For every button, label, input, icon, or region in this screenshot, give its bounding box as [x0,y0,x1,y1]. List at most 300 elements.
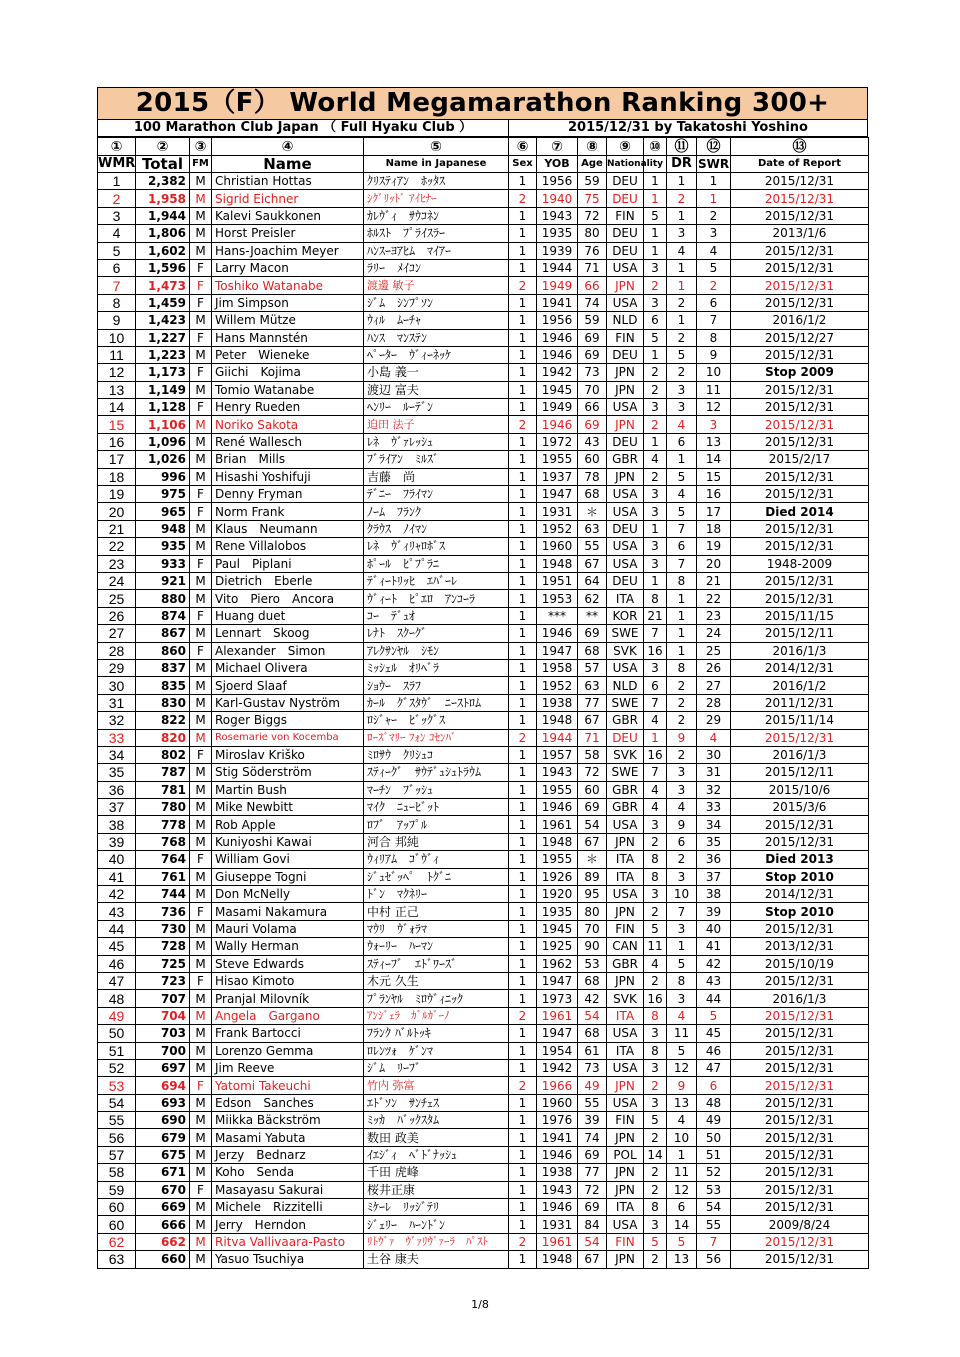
table-row [98,781,869,798]
date-of-report-cell: 2015/11/15 [731,607,869,624]
yob-cell: 1931 [537,1216,578,1233]
dr-cell: 7 [667,555,697,572]
fm-cell: M [190,433,212,450]
total-cell: 1,106 [136,416,190,433]
fm-cell: F [190,294,212,311]
dr-cell: 11 [667,1164,697,1181]
age-cell: ＊ [578,503,607,520]
rank-cell: 19 [98,486,136,503]
age-cell: 66 [578,277,607,294]
table-row [98,746,869,763]
age-cell: 71 [578,729,607,746]
swr-cell: 27 [697,677,731,694]
yob-cell: 1948 [537,1251,578,1268]
yob-cell: 1946 [537,329,578,346]
col10-cell: 6 [644,312,667,329]
rank-cell: 2 [98,190,136,207]
age-cell: 49 [578,1077,607,1094]
table-row [98,1233,869,1250]
total-cell: 880 [136,590,190,607]
sex-cell: 1 [509,468,537,485]
date-of-report-cell: 2015/12/31 [731,399,869,416]
header-row [98,156,869,173]
col10-cell: 16 [644,642,667,659]
nationality-cell: ITA [607,868,644,885]
dr-cell: 5 [667,503,697,520]
header-wmr: WMR [98,156,136,171]
japanese-name-cell: ﾌﾗﾝｸ ﾊﾞﾙﾄｯｷ [364,1025,509,1042]
nationality-cell: DEU [607,190,644,207]
col10-cell: 3 [644,259,667,276]
rank-cell: 63 [98,1251,136,1268]
col10-cell: 14 [644,1146,667,1163]
swr-cell: 16 [697,486,731,503]
date-of-report-cell: 2015/12/31 [731,920,869,937]
age-cell: 54 [578,1233,607,1250]
total-cell: 690 [136,1112,190,1129]
col10-cell: 16 [644,990,667,1007]
col10-cell: 2 [644,1181,667,1198]
age-cell: 62 [578,590,607,607]
fm-cell: M [190,1146,212,1163]
fm-cell: M [190,694,212,711]
age-cell: 59 [578,312,607,329]
rank-cell: 60 [98,1216,136,1233]
dr-cell: 1 [667,277,697,294]
nationality-cell: JPN [607,1181,644,1198]
dr-cell: 2 [667,364,697,381]
nationality-cell: DEU [607,173,644,190]
yob-cell: 1960 [537,538,578,555]
name-cell: Noriko Sakota [212,416,364,433]
date-of-report-cell: 2015/12/27 [731,329,869,346]
header-dr: DR [667,156,697,173]
rank-cell: 11 [98,346,136,363]
japanese-name-cell: 河合 邦純 [364,833,509,850]
japanese-name-cell: ﾛﾚﾝﾂｫ ｹﾞﾝﾏ [364,1042,509,1059]
ranking-rows [98,173,869,1269]
date-of-report-cell: 2015/12/31 [731,1164,869,1181]
dr-cell: 3 [667,920,697,937]
rank-cell: 13 [98,381,136,398]
column-number-row [98,138,869,156]
rank-cell: 40 [98,851,136,868]
fm-cell: M [190,1199,212,1216]
yob-cell: 1948 [537,712,578,729]
yob-cell: 1926 [537,868,578,885]
japanese-name-cell: ｼﾞｪﾘｰ ﾊｰﾝﾄﾞﾝ [364,1216,509,1233]
col10-cell: 2 [644,1251,667,1268]
yob-cell: 1952 [537,520,578,537]
col10-cell: 1 [644,190,667,207]
sex-cell: 1 [509,1112,537,1129]
dr-cell: 1 [667,590,697,607]
total-cell: 736 [136,903,190,920]
age-cell: 68 [578,972,607,989]
dr-cell: 12 [667,1181,697,1198]
rank-cell: 17 [98,451,136,468]
nationality-cell: DEU [607,572,644,589]
nationality-cell: KOR [607,607,644,624]
name-cell: Dietrich Eberle [212,572,364,589]
header-name-japanese: Name in Japanese [364,156,509,173]
dr-cell: 3 [667,225,697,242]
date-of-report-cell: 2015/12/31 [731,590,869,607]
nationality-cell: ITA [607,1199,644,1216]
col10-cell: 1 [644,225,667,242]
name-cell: René Wallesch [212,433,364,450]
table-row [98,225,869,242]
date-of-report-cell: 2015/12/31 [731,242,869,259]
swr-cell: 5 [697,1007,731,1024]
name-cell: Hisashi Yoshifuji [212,468,364,485]
swr-cell: 51 [697,1146,731,1163]
table-row [98,1146,869,1163]
age-cell: 67 [578,555,607,572]
swr-cell: 46 [697,1042,731,1059]
fm-cell: M [190,173,212,190]
yob-cell: 1943 [537,764,578,781]
col10-cell: 1 [644,173,667,190]
date-of-report-cell: 2014/12/31 [731,659,869,676]
total-cell: 835 [136,677,190,694]
total-cell: 996 [136,468,190,485]
dr-cell: 9 [667,1077,697,1094]
sex-cell: 1 [509,503,537,520]
date-of-report-cell: 2015/12/31 [731,1025,869,1042]
age-cell: 77 [578,1164,607,1181]
date-of-report-cell: Died 2013 [731,851,869,868]
age-cell: 68 [578,1025,607,1042]
sex-cell: 1 [509,642,537,659]
yob-cell: 1961 [537,816,578,833]
swr-cell: 24 [697,625,731,642]
total-cell: 670 [136,1181,190,1198]
total-cell: 1,473 [136,277,190,294]
sex-cell: 2 [509,1077,537,1094]
dr-cell: 2 [667,329,697,346]
rank-cell: 9 [98,312,136,329]
swr-cell: 11 [697,381,731,398]
sex-cell: 1 [509,694,537,711]
name-cell: Karl-Gustav Nyström [212,694,364,711]
swr-cell: 7 [697,312,731,329]
yob-cell: 1954 [537,1042,578,1059]
fm-cell: M [190,659,212,676]
date-of-report-cell: 2015/2/17 [731,451,869,468]
swr-cell: 18 [697,520,731,537]
nationality-cell: GBR [607,451,644,468]
swr-cell: 1 [697,190,731,207]
yob-cell: 1955 [537,851,578,868]
swr-cell: 54 [697,1199,731,1216]
japanese-name-cell: ｳﾞｨｰﾄ ﾋﾟｴﾛ ｱﾝｺｰﾗ [364,590,509,607]
age-cell: ＊ [578,851,607,868]
rank-cell: 27 [98,625,136,642]
name-cell: Hisao Kimoto [212,972,364,989]
date-of-report-cell: 2015/12/31 [731,207,869,224]
fm-cell: M [190,886,212,903]
age-cell: 39 [578,1112,607,1129]
sex-cell: 1 [509,572,537,589]
age-cell: 72 [578,764,607,781]
rank-cell: 49 [98,1007,136,1024]
header-yob: YOB [537,156,578,173]
total-cell: 660 [136,1251,190,1268]
col10-cell: 4 [644,955,667,972]
fm-cell: M [190,1112,212,1129]
rank-cell: 3 [98,207,136,224]
col10-cell: 2 [644,381,667,398]
table-row [98,729,869,746]
column-number: ② [136,138,190,156]
date-of-report-cell: 2015/12/31 [731,277,869,294]
date-of-report-cell: 2011/12/31 [731,694,869,711]
age-cell: 70 [578,920,607,937]
total-cell: 662 [136,1233,190,1250]
yob-cell: 1945 [537,381,578,398]
nationality-cell: ITA [607,1007,644,1024]
sex-cell: 1 [509,346,537,363]
nationality-cell: SVK [607,642,644,659]
col10-cell: 3 [644,1059,667,1076]
date-of-report-cell: 2013/12/31 [731,938,869,955]
sex-cell: 2 [509,416,537,433]
age-cell: 69 [578,329,607,346]
name-cell: Jim Reeve [212,1059,364,1076]
japanese-name-cell: ｸﾘｽﾃｨｱﾝ ﾎｯﾀｽ [364,173,509,190]
yob-cell: 1962 [537,955,578,972]
age-cell: 64 [578,572,607,589]
fm-cell: F [190,259,212,276]
sex-cell: 1 [509,1059,537,1076]
name-cell: Alexander Simon [212,642,364,659]
fm-cell: M [190,1007,212,1024]
swr-cell: 31 [697,764,731,781]
table-row [98,712,869,729]
fm-cell: M [190,242,212,259]
club-name: 100 Marathon Club Japan （ Full Hyaku Club ） [98,120,509,136]
column-number: ⑩ [644,138,667,156]
col10-cell: 5 [644,920,667,937]
swr-cell: 42 [697,955,731,972]
nationality-cell: FIN [607,920,644,937]
page-title: 2015（F） World Megamarathon Ranking 300+ [97,87,868,120]
japanese-name-cell: ｼﾞﾑ ﾘｰﾌﾞ [364,1059,509,1076]
name-cell: Kalevi Saukkonen [212,207,364,224]
dr-cell: 2 [667,294,697,311]
sex-cell: 1 [509,625,537,642]
swr-cell: 39 [697,903,731,920]
sex-cell: 2 [509,277,537,294]
date-of-report-cell: 2015/12/31 [731,468,869,485]
table-row [98,312,869,329]
nationality-cell: USA [607,294,644,311]
col10-cell: 2 [644,416,667,433]
col10-cell: 4 [644,799,667,816]
table-row [98,1216,869,1233]
rank-cell: 31 [98,694,136,711]
japanese-name-cell: ﾐｯｶ ﾊﾞｯｸｽﾀﾑ [364,1112,509,1129]
yob-cell: 1943 [537,207,578,224]
column-number: ⑦ [537,138,578,156]
name-cell: Larry Macon [212,259,364,276]
column-number: ⑤ [364,138,509,156]
name-cell: Paul Piplani [212,555,364,572]
rank-cell: 59 [98,1181,136,1198]
total-cell: 704 [136,1007,190,1024]
yob-cell: 1948 [537,555,578,572]
fm-cell: M [190,1042,212,1059]
yob-cell: *** [537,607,578,624]
table-row [98,833,869,850]
dr-cell: 5 [667,1233,697,1250]
sex-cell: 1 [509,833,537,850]
rank-cell: 44 [98,920,136,937]
age-cell: 72 [578,207,607,224]
date-of-report-cell: 2015/12/31 [731,1007,869,1024]
table-row [98,486,869,503]
swr-cell: 38 [697,886,731,903]
sex-cell: 1 [509,381,537,398]
japanese-name-cell: 中村 正己 [364,903,509,920]
yob-cell: 1935 [537,903,578,920]
header-name: Name [212,156,364,173]
swr-cell: 3 [697,225,731,242]
dr-cell: 13 [667,1251,697,1268]
yob-cell: 1941 [537,1129,578,1146]
col10-cell: 1 [644,346,667,363]
yob-cell: 1949 [537,277,578,294]
table-row [98,955,869,972]
age-cell: 68 [578,486,607,503]
total-cell: 693 [136,1094,190,1111]
japanese-name-cell: ｸﾗｳｽ ﾉｲﾏﾝ [364,520,509,537]
name-cell: Martin Bush [212,781,364,798]
name-cell: Masami Yabuta [212,1129,364,1146]
yob-cell: 1948 [537,833,578,850]
nationality-cell: USA [607,659,644,676]
rank-cell: 51 [98,1042,136,1059]
col10-cell: 6 [644,677,667,694]
fm-cell: M [190,572,212,589]
table-row [98,381,869,398]
table-row [98,1025,869,1042]
sex-cell: 1 [509,173,537,190]
swr-cell: 2 [697,277,731,294]
table-row [98,851,869,868]
header-sex: Sex [509,156,537,173]
table-row [98,1007,869,1024]
name-cell: Michael Olivera [212,659,364,676]
col10-cell: 5 [644,329,667,346]
fm-cell: M [190,938,212,955]
sex-cell: 1 [509,712,537,729]
yob-cell: 1945 [537,920,578,937]
yob-cell: 1958 [537,659,578,676]
swr-cell: 48 [697,1094,731,1111]
dr-cell: 1 [667,173,697,190]
total-cell: 1,026 [136,451,190,468]
age-cell: 57 [578,659,607,676]
japanese-name-cell: ｳｫｰﾘｰ ﾊｰﾏﾝ [364,938,509,955]
date-of-report-cell: 2015/12/31 [731,294,869,311]
col10-cell: 2 [644,903,667,920]
nationality-cell: NLD [607,677,644,694]
col10-cell: 2 [644,1164,667,1181]
japanese-name-cell: ﾊﾝｽ ﾏﾝｽﾃﾝ [364,329,509,346]
japanese-name-cell: ｳｨﾙ ﾑｰﾁｬ [364,312,509,329]
name-cell: Denny Fryman [212,486,364,503]
ranking-sheet [97,87,868,1269]
swr-cell: 23 [697,607,731,624]
col10-cell: 2 [644,972,667,989]
dr-cell: 9 [667,816,697,833]
date-of-report-cell: 2016/1/2 [731,312,869,329]
date-of-report-cell: 2009/8/24 [731,1216,869,1233]
date-of-report-cell: Stop 2010 [731,903,869,920]
name-cell: Stig Söderström [212,764,364,781]
swr-cell: 49 [697,1112,731,1129]
sex-cell: 1 [509,1164,537,1181]
col10-cell: 1 [644,729,667,746]
age-cell: 67 [578,833,607,850]
age-cell: 69 [578,346,607,363]
date-of-report-cell: 2015/12/31 [731,972,869,989]
col10-cell: 8 [644,590,667,607]
age-cell: 55 [578,1094,607,1111]
swr-cell: 17 [697,503,731,520]
swr-cell: 25 [697,642,731,659]
date-of-report-cell: 2015/10/19 [731,955,869,972]
age-cell: 59 [578,173,607,190]
nationality-cell: DEU [607,242,644,259]
dr-cell: 3 [667,781,697,798]
name-cell: Huang duet [212,607,364,624]
fm-cell: M [190,1164,212,1181]
table-row [98,399,869,416]
date-of-report-cell: 2015/12/31 [731,833,869,850]
fm-cell: M [190,538,212,555]
rank-cell: 46 [98,955,136,972]
swr-cell: 3 [697,416,731,433]
japanese-name-cell: ﾄﾞﾝ ﾏｸﾈﾘｰ [364,886,509,903]
column-number: ⑬ [731,138,869,156]
table-row [98,207,869,224]
nationality-cell: SWE [607,694,644,711]
swr-cell: 47 [697,1059,731,1076]
total-cell: 867 [136,625,190,642]
header-fm: FM [190,156,212,173]
dr-cell: 3 [667,764,697,781]
name-cell: Frank Bartocci [212,1025,364,1042]
col10-cell: 3 [644,1216,667,1233]
dr-cell: 3 [667,381,697,398]
age-cell: 70 [578,381,607,398]
table-row [98,677,869,694]
total-cell: 837 [136,659,190,676]
total-cell: 965 [136,503,190,520]
date-of-report-cell: 2015/12/31 [731,1181,869,1198]
japanese-name-cell: ﾘﾄｳﾞｧ ｳﾞｧﾘｳﾞｧｰﾗ ﾊﾟｽﾄ [364,1233,509,1250]
table-row [98,1059,869,1076]
swr-cell: 12 [697,399,731,416]
sex-cell: 1 [509,555,537,572]
yob-cell: 1972 [537,433,578,450]
rank-cell: 41 [98,868,136,885]
total-cell: 1,223 [136,346,190,363]
sex-cell: 1 [509,1199,537,1216]
